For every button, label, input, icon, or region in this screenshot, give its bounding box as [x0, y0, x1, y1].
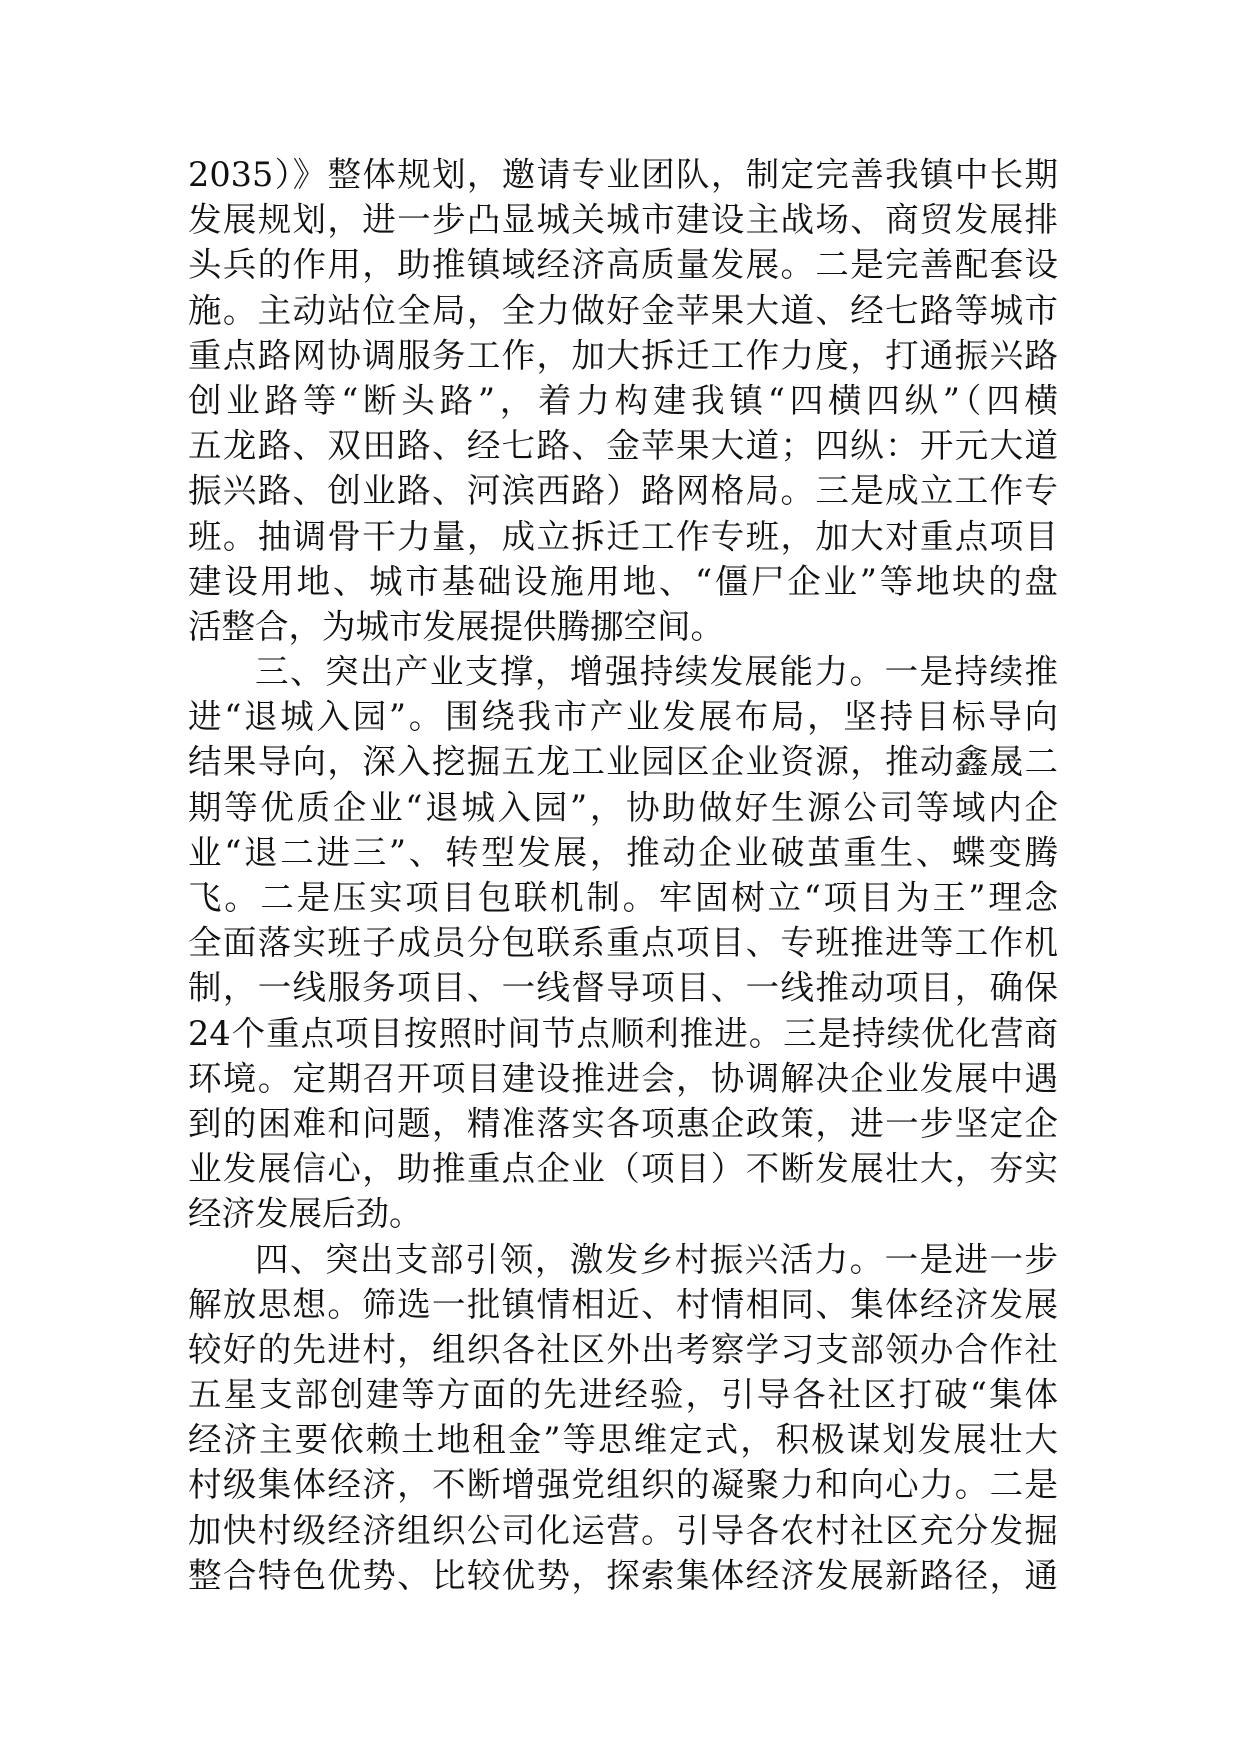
text-line: 全面落实班子成员分包联系重点项目、专班推进等工作机 [188, 923, 1058, 963]
text-line: 创业路等“断头路”，着力构建我镇“四横四纵”（四横 [188, 380, 1058, 420]
text-line: 村级集体经济，不断增强党组织的凝聚力和向心力。二是 [188, 1465, 1058, 1505]
text-line: 业“退二进三”、转型发展，推动企业破茧重生、蝶变腾 [188, 832, 1058, 872]
text-line: 飞。二是压实项目包联机制。牢固树立“项目为王”理念 [188, 878, 1058, 917]
text-line: 24个重点项目按照时间节点顺利推进。三是持续优化营商 [188, 1013, 1058, 1053]
section-heading-line: 三、突出产业支撑，增强持续发展能力。一是持续推 [255, 652, 1058, 692]
section-heading-line: 四、突出支部引领，激发乡村振兴活力。一是进一步 [255, 1239, 1058, 1279]
text-line: 较好的先进村，组织各社区外出考察学习支部领办合作社 [188, 1329, 1058, 1369]
text-line: 2035）》整体规划，邀请专业团队，制定完善我镇中长期 [188, 155, 1058, 194]
text-line: 进“退城入园”。围绕我市产业发展布局，坚持目标导向 [188, 697, 1058, 737]
text-line: 结果导向，深入挖掘五龙工业园区企业资源，推动鑫晟二 [188, 742, 1058, 782]
text-line: 重点路网协调服务工作，加大拆迁工作力度，打通振兴路 [188, 335, 1058, 375]
text-line: 发展规划，进一步凸显城关城市建设主战场、商贸发展排 [188, 200, 1058, 240]
text-line: 班。抽调骨干力量，成立拆迁工作专班，加大对重点项目 [188, 516, 1058, 556]
text-line: 环境。定期召开项目建设推进会，协调解决企业发展中遇 [188, 1058, 1058, 1098]
text-line: 活整合，为城市发展提供腾挪空间。 [188, 606, 724, 646]
text-line: 制，一线服务项目、一线督导项目、一线推动项目，确保 [188, 968, 1058, 1008]
text-line: 整合特色优势、比较优势，探索集体经济发展新路径，通 [188, 1555, 1058, 1595]
text-line: 头兵的作用，助推镇域经济高质量发展。二是完善配套设 [188, 245, 1058, 285]
text-line: 振兴路、创业路、河滨西路）路网格局。三是成立工作专 [188, 471, 1058, 511]
text-line: 五星支部创建等方面的先进经验，引导各社区打破“集体 [188, 1375, 1058, 1415]
text-line: 经济主要依赖土地租金”等思维定式，积极谋划发展壮大 [188, 1420, 1058, 1460]
text-line: 加快村级经济组织公司化运营。引导各农村社区充分发掘 [188, 1510, 1058, 1550]
text-line: 业发展信心，助推重点企业（项目）不断发展壮大，夯实 [188, 1149, 1058, 1189]
text-line: 期等优质企业“退城入园”，协助做好生源公司等域内企 [188, 787, 1058, 827]
text-line: 解放思想。筛选一批镇情相近、村情相同、集体经济发展 [188, 1284, 1058, 1324]
body-text [188, 152, 1058, 1598]
text-line: 五龙路、双田路、经七路、金苹果大道；四纵：开元大道 [188, 426, 1058, 466]
text-line: 到的困难和问题，精准落实各项惠企政策，进一步坚定企 [188, 1103, 1058, 1143]
text-line: 经济发展后劲。 [188, 1194, 423, 1234]
text-line: 施。主动站位全局，全力做好金苹果大道、经七路等城市 [188, 290, 1058, 330]
text-line: 建设用地、城市基础设施用地、“僵尸企业”等地块的盘 [188, 561, 1058, 601]
